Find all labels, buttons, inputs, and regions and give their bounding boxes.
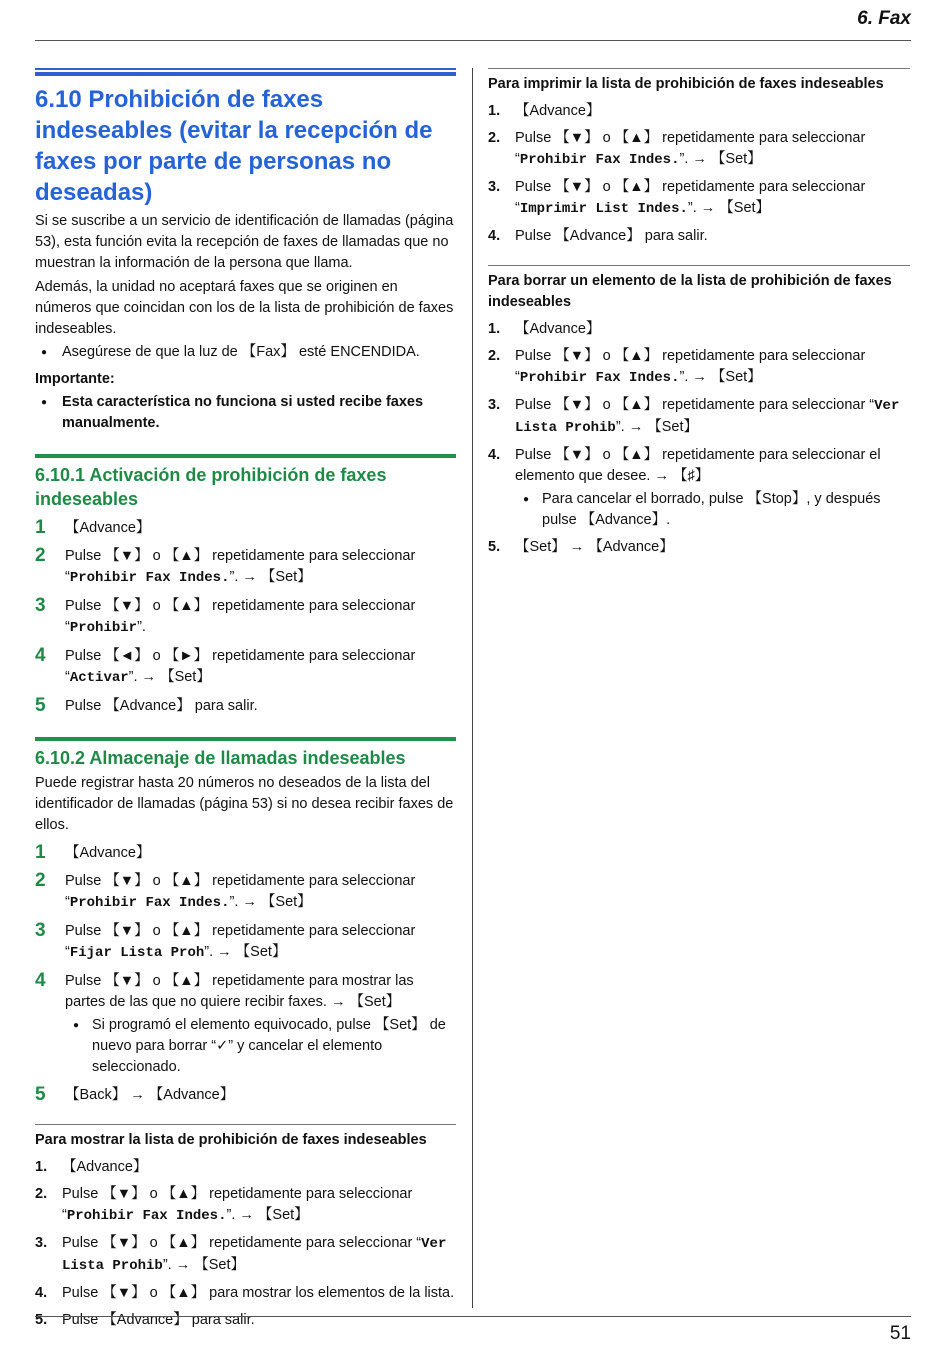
step-text: Pulse 【Advance】 para salir.	[62, 1312, 255, 1328]
display-text: Fijar Lista Proh	[69, 945, 205, 961]
step-number: 2	[35, 870, 46, 891]
step-item	[35, 546, 456, 589]
intro-paragraph-2: Además, la unidad no aceptará faxes que se originen en números que coincidan con los de la lista de prohibición de faxes indeseables.	[35, 279, 454, 337]
main-heading-rule	[35, 68, 456, 208]
step-item	[488, 128, 910, 171]
step-number: 5.	[488, 539, 501, 555]
page-number: 51	[889, 1323, 911, 1344]
step-item	[35, 1233, 456, 1277]
step-number: 4.	[488, 447, 501, 463]
step-text-after: ”. → 【Set】	[226, 1207, 309, 1223]
step-text-after: ”. → 【Set】	[162, 1257, 246, 1273]
step-item	[35, 518, 456, 539]
step-number: 3	[35, 595, 46, 616]
section-2-heading: 6.10.2 Almacenaje de llamadas indeseables	[35, 737, 456, 770]
main-heading: 6.10 Prohibición de faxes indeseables (evitar la recepción de faxes por parte de personas no deseadas)	[35, 72, 456, 208]
step-text-after: ”. → 【Set】	[615, 419, 699, 435]
step-text-after: ”. → 【Set】	[229, 894, 312, 910]
step-number: 1.	[488, 321, 501, 337]
important-bullet: ● Esta característica no funciona si usted recibe faxes manualmente.	[35, 392, 456, 434]
step-text: Pulse 【▼】 o 【▲】 repetidamente para seleccionar “	[515, 130, 866, 167]
step-text: Pulse 【Advance】 para salir.	[515, 228, 708, 244]
page-header	[35, 6, 911, 41]
step-note: ● Para cancelar el borrado, pulse 【Stop】, y después pulse 【Advance】.	[515, 489, 910, 531]
step-number: 3.	[35, 1235, 48, 1251]
step-text-after: ”. → 【Set】	[204, 944, 287, 960]
intro-paragraph-1: Si se suscribe a un servicio de identificación de llamadas (página 53), esta función evita la recepción de faxes de llamadas que no muestran la información de la persona que llama.	[35, 213, 454, 271]
display-text: Prohibir Fax Indes.	[66, 1208, 227, 1224]
step-item	[35, 696, 456, 717]
step-item	[488, 226, 910, 247]
step-text: Pulse 【▼】 o 【▲】 repetidamente para seleccionar “	[65, 873, 416, 910]
step-item	[35, 1283, 456, 1304]
step-text-after: ”. → 【Set】	[229, 569, 312, 585]
step-item	[35, 921, 456, 964]
step-text: Pulse 【▼】 o 【▲】 repetidamente para seleccionar “	[65, 923, 416, 960]
step-text-after: ”.	[137, 619, 146, 635]
step-text: Pulse 【▼】 o 【▲】 repetidamente para mostrar las partes de las que no quiere recibir faxes. → 【Set】	[65, 973, 414, 1010]
step-item	[35, 843, 456, 864]
step-number: 5.	[35, 1312, 48, 1328]
display-text: Imprimir List Indes.	[519, 201, 688, 217]
step-number: 2.	[35, 1186, 48, 1202]
step-item	[488, 101, 910, 122]
step-text: 【Back】 → 【Advance】	[65, 1087, 235, 1103]
print-list-steps	[488, 101, 910, 247]
step-number: 2.	[488, 130, 501, 146]
step-item	[35, 1310, 456, 1331]
show-list-heading: Para mostrar la lista de prohibición de faxes indeseables	[35, 1124, 456, 1151]
step-text: 【Advance】	[65, 520, 151, 536]
display-text: Activar	[69, 670, 129, 686]
step-item	[35, 971, 456, 1078]
step-text: 【Advance】	[62, 1159, 148, 1175]
step-item	[488, 395, 910, 439]
section-2-intro: Puede registrar hasta 20 números no deseados de la lista del identificador de llamadas (página 53) si no desea recibir faxes de ellos.	[35, 775, 454, 833]
step-text: Pulse 【Advance】 para salir.	[65, 698, 258, 714]
step-number: 1	[35, 842, 46, 863]
step-text: Pulse 【▼】 o 【▲】 repetidamente para seleccionar “	[515, 348, 866, 385]
step-text: Pulse 【▼】 o 【▲】 repetidamente para seleccionar “	[65, 598, 416, 635]
step-text: Pulse 【▼】 o 【▲】 repetidamente para seleccionar “	[62, 1235, 422, 1251]
display-text: Prohibir Fax Indes.	[69, 895, 230, 911]
step-text: Pulse 【▼】 o 【▲】 repetidamente para seleccionar “	[515, 397, 875, 413]
step-number: 1.	[35, 1159, 48, 1175]
display-text: Prohibir	[69, 620, 138, 636]
step-text: Pulse 【▼】 o 【▲】 repetidamente para seleccionar “	[515, 179, 866, 216]
display-text: Ver Lista Prohib	[62, 1236, 447, 1274]
step-number: 1	[35, 517, 46, 538]
step-text: 【Advance】	[515, 321, 601, 337]
step-number: 2	[35, 545, 46, 566]
step-text: Pulse 【▼】 o 【▲】 repetidamente para seleccionar “	[65, 548, 416, 585]
step-item	[35, 596, 456, 639]
fax-light-bullet: ● Asegúrese de que la luz de 【Fax】 esté ENCENDIDA.	[35, 342, 456, 363]
step-note: ● Si programó el elemento equivocado, pulse 【Set】 de nuevo para borrar “✓” y cancelar el elemento seleccionado.	[65, 1015, 456, 1078]
step-item	[488, 537, 910, 558]
step-number: 2.	[488, 348, 501, 364]
important-label: Importante:	[35, 371, 115, 387]
delete-item-steps	[488, 319, 910, 558]
section-1-steps	[35, 518, 456, 717]
print-list-heading: Para imprimir la lista de prohibición de faxes indeseables	[488, 68, 910, 95]
display-text: Ver Lista Prohib	[515, 398, 900, 436]
step-number: 3.	[488, 397, 501, 413]
step-item	[35, 1085, 456, 1106]
display-text: Prohibir Fax Indes.	[519, 370, 680, 386]
step-item	[35, 871, 456, 914]
step-item	[488, 319, 910, 340]
step-item	[488, 346, 910, 389]
step-item	[35, 646, 456, 689]
show-list-steps	[35, 1157, 456, 1331]
step-number: 4.	[35, 1285, 48, 1301]
step-text: 【Advance】	[515, 103, 601, 119]
step-text-after: ”. → 【Set】	[687, 200, 771, 216]
right-column	[488, 68, 910, 558]
step-item	[488, 177, 910, 220]
step-number: 5	[35, 695, 46, 716]
step-text: Pulse 【▼】 o 【▲】 repetidamente para seleccionar “	[62, 1186, 413, 1223]
step-number: 3	[35, 920, 46, 941]
section-1-heading: 6.10.1 Activación de prohibición de faxes indeseables	[35, 454, 456, 511]
step-text-after: ”. → 【Set】	[679, 151, 762, 167]
step-item	[35, 1184, 456, 1227]
step-number: 5	[35, 1084, 46, 1105]
left-column	[35, 68, 456, 1331]
step-item	[35, 1157, 456, 1178]
step-number: 4	[35, 645, 46, 666]
header-title: 6. Fax	[857, 8, 911, 29]
step-text: 【Set】 → 【Advance】	[515, 539, 674, 555]
column-divider	[472, 68, 473, 1308]
step-number: 4.	[488, 228, 501, 244]
step-item	[488, 445, 910, 531]
step-text-after: ”. → 【Set】	[679, 369, 762, 385]
delete-item-heading: Para borrar un elemento de la lista de prohibición de faxes indeseables	[488, 265, 910, 313]
step-text: Pulse 【◄】 o 【►】 repetidamente para seleccionar “	[65, 648, 416, 685]
display-text: Prohibir Fax Indes.	[69, 570, 230, 586]
step-number: 3.	[488, 179, 501, 195]
step-text: 【Advance】	[65, 845, 151, 861]
section-2-steps	[35, 843, 456, 1106]
step-text: Pulse 【▼】 o 【▲】 para mostrar los elementos de la lista.	[62, 1285, 455, 1301]
step-number: 1.	[488, 103, 501, 119]
step-number: 4	[35, 970, 46, 991]
display-text: Prohibir Fax Indes.	[519, 152, 680, 168]
step-text: Pulse 【▼】 o 【▲】 repetidamente para seleccionar el elemento que desee. → 【♯】	[515, 447, 881, 484]
step-text-after: ”. → 【Set】	[128, 669, 211, 685]
